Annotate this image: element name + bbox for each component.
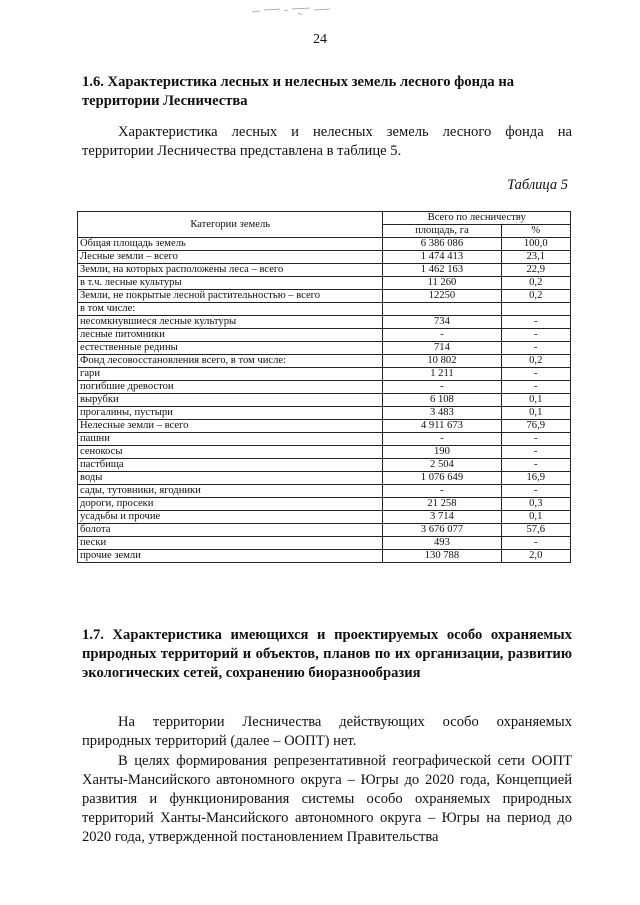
row-category: сенокосы (78, 446, 383, 459)
header-percent: % (501, 225, 571, 238)
row-area: 4 911 673 (383, 420, 501, 433)
row-area: 190 (383, 446, 501, 459)
row-area: 1 474 413 (383, 251, 501, 264)
row-area: - (383, 433, 501, 446)
row-percent: - (501, 342, 571, 355)
table-caption: Таблица 5 (507, 177, 568, 193)
row-percent: - (501, 537, 571, 550)
row-area: 21 258 (383, 498, 501, 511)
row-category: пески (78, 537, 383, 550)
row-category: усадьбы и прочие (78, 511, 383, 524)
table-row (78, 524, 571, 537)
row-area (383, 303, 501, 316)
row-area: - (383, 381, 501, 394)
table-row (78, 472, 571, 485)
table-row (78, 264, 571, 277)
table-row (78, 433, 571, 446)
row-percent: 57,6 (501, 524, 571, 537)
row-category: дороги, просеки (78, 498, 383, 511)
table-row (78, 407, 571, 420)
row-percent: 0,1 (501, 394, 571, 407)
table-row (78, 251, 571, 264)
header-category: Категории земель (78, 212, 383, 238)
section-heading-1-7: 1.7. Характеристика имеющихся и проектируемых особо охраняемых природных территорий и объектов, планов по их организации, развитию экологических сетей, сохранению биоразнообразия (82, 627, 572, 681)
table-row (78, 550, 571, 563)
row-area: 734 (383, 316, 501, 329)
row-percent: 23,1 (501, 251, 571, 264)
row-percent (501, 303, 571, 316)
table-row (78, 446, 571, 459)
section-1-7-paragraph-2: В целях формирования репрезентативной географической сети ООПТ Ханты-Мансийского автономного округа – Югры до 2020 года, Концепцией развития и функционирования системы особо охраняемых природных территорий Ханты-Мансийского автономного округа – Югры на период до 2020 года, утвержденной постановлением Правительства (82, 753, 572, 845)
row-category: прогалины, пустыри (78, 407, 383, 420)
row-percent: - (501, 329, 571, 342)
row-category: гари (78, 368, 383, 381)
table-row (78, 420, 571, 433)
row-category: воды (78, 472, 383, 485)
row-category: прочие земли (78, 550, 383, 563)
row-area: 10 802 (383, 355, 501, 368)
table-body (78, 238, 571, 563)
page-number: 24 (313, 32, 327, 47)
row-category: несомкнувшиеся лесные культуры (78, 316, 383, 329)
row-area: - (383, 329, 501, 342)
row-percent: - (501, 381, 571, 394)
row-percent: 0,1 (501, 407, 571, 420)
table-row (78, 277, 571, 290)
row-percent: 100,0 (501, 238, 571, 251)
section-1-6-paragraph: Характеристика лесных и нелесных земель лесного фонда на территории Лесничества представлена в таблице 5. (82, 124, 572, 159)
row-area: 3 483 (383, 407, 501, 420)
row-percent: 22,9 (501, 264, 571, 277)
row-percent: 0,1 (501, 511, 571, 524)
row-area: 3 714 (383, 511, 501, 524)
row-category: лесные питомники (78, 329, 383, 342)
table-row (78, 329, 571, 342)
scan-artifact (250, 6, 340, 16)
row-percent: - (501, 433, 571, 446)
row-percent: 0,2 (501, 277, 571, 290)
row-area: 130 788 (383, 550, 501, 563)
row-area: 6 386 086 (383, 238, 501, 251)
row-category: пашни (78, 433, 383, 446)
row-percent: 0,2 (501, 290, 571, 303)
section-heading-1-6: 1.6. Характеристика лесных и нелесных земель лесного фонда на территории Лесничества (82, 74, 515, 109)
row-category: Фонд лесовосстановления всего, в том числе: (78, 355, 383, 368)
row-percent: 16,9 (501, 472, 571, 485)
row-area: 12250 (383, 290, 501, 303)
land-categories-table (77, 211, 571, 563)
row-percent: - (501, 485, 571, 498)
table-row (78, 342, 571, 355)
row-area: 3 676 077 (383, 524, 501, 537)
row-area: 1 076 649 (383, 472, 501, 485)
table-row (78, 355, 571, 368)
row-category: Лесные земли – всего (78, 251, 383, 264)
row-percent: - (501, 446, 571, 459)
row-area: 1 462 163 (383, 264, 501, 277)
row-percent: 2,0 (501, 550, 571, 563)
row-category: сады, тутовники, ягодники (78, 485, 383, 498)
row-percent: - (501, 459, 571, 472)
table-row (78, 498, 571, 511)
row-category: Нелесные земли – всего (78, 420, 383, 433)
table-row (78, 459, 571, 472)
table-row (78, 511, 571, 524)
row-category: болота (78, 524, 383, 537)
row-category: естественные редины (78, 342, 383, 355)
row-category: Земли, на которых расположены леса – всего (78, 264, 383, 277)
row-percent: - (501, 316, 571, 329)
table-row (78, 290, 571, 303)
row-category: пастбища (78, 459, 383, 472)
row-category: погибшие древостои (78, 381, 383, 394)
row-area: 6 108 (383, 394, 501, 407)
row-area: - (383, 485, 501, 498)
table-row (78, 368, 571, 381)
table-row (78, 238, 571, 251)
header-group: Всего по лесничеству (383, 212, 571, 225)
row-category: Общая площадь земель (78, 238, 383, 251)
table-row (78, 381, 571, 394)
row-percent: - (501, 368, 571, 381)
table-row (78, 316, 571, 329)
row-percent: 0,3 (501, 498, 571, 511)
table-row (78, 537, 571, 550)
row-category: вырубки (78, 394, 383, 407)
row-area: 493 (383, 537, 501, 550)
row-category: в т.ч. лесные культуры (78, 277, 383, 290)
section-1-7-paragraph-1: На территории Лесничества действующих особо охраняемых природных территорий (далее – ООПТ) нет. (82, 714, 572, 749)
row-percent: 0,2 (501, 355, 571, 368)
table-row (78, 394, 571, 407)
row-category: Земли, не покрытые лесной растительностью – всего (78, 290, 383, 303)
row-area: 2 504 (383, 459, 501, 472)
row-area: 1 211 (383, 368, 501, 381)
table-row (78, 303, 571, 316)
row-percent: 76,9 (501, 420, 571, 433)
row-area: 714 (383, 342, 501, 355)
row-area: 11 260 (383, 277, 501, 290)
table-row (78, 485, 571, 498)
header-area: площадь, га (383, 225, 501, 238)
row-category: в том числе: (78, 303, 383, 316)
